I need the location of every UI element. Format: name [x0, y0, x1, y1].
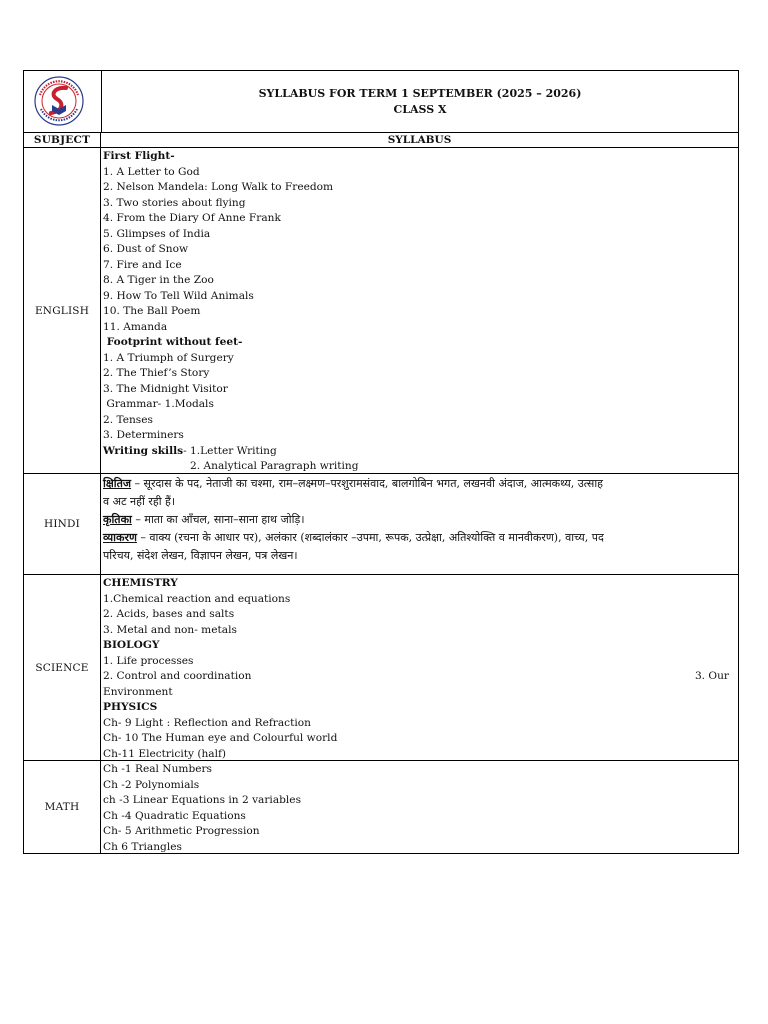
list-item: 5. Glimpses of India — [103, 227, 211, 240]
biology-item2: 2. Control and coordination — [103, 670, 252, 682]
english-syllabus — [101, 148, 738, 473]
kritika-label: कृतिका — [103, 513, 132, 526]
list-item: 8. A Tiger in the Zoo — [103, 274, 214, 286]
science-syllabus — [101, 575, 738, 760]
kshitij-text: – सूरदास के पद, नेताजी का चश्मा, राम–लक्ष्मण–परशुरामसंवाद, बालगोबिन भगत, लखनवी अंदाज, आत्मकथ्य, उत्साह — [131, 477, 604, 490]
list-item: 7. Fire and Ice — [103, 258, 182, 271]
list-item — [103, 669, 738, 685]
writing-skills-label: Writing skills — [103, 444, 184, 457]
list-item: 3. Determiners — [103, 429, 184, 441]
vyakaran-line — [103, 529, 738, 547]
writing-skills-line — [103, 444, 738, 460]
logo-cell — [24, 71, 102, 132]
list-item: Ch-11 Electricity (half) — [103, 747, 227, 760]
kritika-text: – माता का आँचल, साना–साना हाथ जोड़ि। — [131, 513, 305, 526]
title-line2: CLASS X — [393, 103, 447, 116]
list-item: 1. A Triumph of Surgery — [103, 351, 234, 364]
subject-english: ENGLISH — [24, 148, 101, 473]
subject-science: SCIENCE — [24, 575, 101, 760]
list-item: 11. Amanda — [103, 320, 168, 333]
list-item: 1.Chemical reaction and equations — [103, 592, 291, 605]
hindi-row — [24, 473, 738, 574]
list-item: 1. Life processes — [103, 654, 194, 667]
table-header — [24, 71, 738, 132]
list-item: Ch- 9 Light : Reflection and Refraction — [103, 716, 311, 729]
list-item: 1. A Letter to God — [103, 165, 200, 178]
list-item: 2. The Thief’s Story — [103, 367, 210, 379]
writing-skills-first: - 1.Letter Writing — [183, 444, 277, 457]
kshitij-line2: व अट नहीं रही हैं। — [103, 495, 176, 508]
list-item: 2. Nelson Mandela: Long Walk to Freedom — [103, 181, 334, 193]
biology-item3-end: Environment — [103, 685, 173, 698]
grammar-line: Grammar- 1.Modals — [103, 398, 214, 410]
school-logo-icon — [30, 75, 88, 127]
book-title: Footprint without feet- — [103, 336, 243, 348]
kritika-line — [103, 511, 738, 529]
list-item: 3. Metal and non- metals — [103, 623, 237, 636]
science-row — [24, 574, 738, 760]
list-item: Ch- 5 Arithmetic Progression — [103, 825, 260, 837]
english-row — [24, 147, 738, 473]
list-item: 6. Dust of Snow — [103, 243, 189, 255]
subject-column-header: SUBJECT — [24, 133, 101, 147]
list-item: 3. Two stories about flying — [103, 196, 246, 209]
math-row — [24, 760, 738, 853]
hindi-syllabus — [101, 474, 738, 574]
list-item: 2. Acids, bases and salts — [103, 608, 235, 620]
subject-hindi: HINDI — [24, 474, 101, 574]
vyakaran-text: – वाक्य (रचना के आधार पर), अलंकार (शब्दालंकार –उपमा, रूपक, उत्प्रेक्षा, अतिश्योक्ति व मानवीकरण), वाच्य, पद — [136, 531, 604, 544]
list-item: Ch 6 Triangles — [103, 840, 182, 853]
list-item: Ch -4 Quadratic Equations — [103, 809, 246, 822]
biology-title: BIOLOGY — [103, 639, 160, 651]
chemistry-title: CHEMISTRY — [103, 577, 178, 589]
column-header-row — [24, 132, 738, 147]
writing-skills-second: 2. Analytical Paragraph writing — [190, 460, 359, 472]
kshitij-label: क्षितिज — [103, 477, 132, 490]
title-line1: SYLLABUS FOR TERM 1 SEPTEMBER (2025 – 2026) — [258, 87, 582, 100]
vyakaran-line2: परिचय, संदेश लेखन, विज्ञापन लेखन, पत्र लेखन। — [103, 549, 298, 562]
math-syllabus — [101, 761, 738, 853]
book-title: First Flight- — [103, 150, 175, 162]
list-item: 9. How To Tell Wild Animals — [103, 289, 254, 302]
vyakaran-label: व्याकरण — [103, 531, 137, 544]
list-item: 4. From the Diary Of Anne Frank — [103, 212, 281, 224]
list-item: 10. The Ball Poem — [103, 305, 201, 317]
list-item: Ch- 10 The Human eye and Colourful world — [103, 732, 338, 744]
list-item: ch -3 Linear Equations in 2 variables — [103, 794, 302, 806]
list-item: 3. The Midnight Visitor — [103, 382, 228, 395]
list-item: 2. Tenses — [103, 413, 153, 426]
list-item: Ch -1 Real Numbers — [103, 763, 212, 775]
physics-title: PHYSICS — [103, 701, 158, 713]
title-cell — [102, 71, 738, 132]
syllabus-table — [23, 70, 739, 854]
biology-item3-start: 3. Our — [694, 670, 729, 682]
list-item: Ch -2 Polynomials — [103, 778, 200, 791]
syllabus-column-header: SYLLABUS — [387, 134, 452, 146]
kshitij-line — [103, 475, 738, 493]
subject-math: MATH — [24, 761, 101, 853]
